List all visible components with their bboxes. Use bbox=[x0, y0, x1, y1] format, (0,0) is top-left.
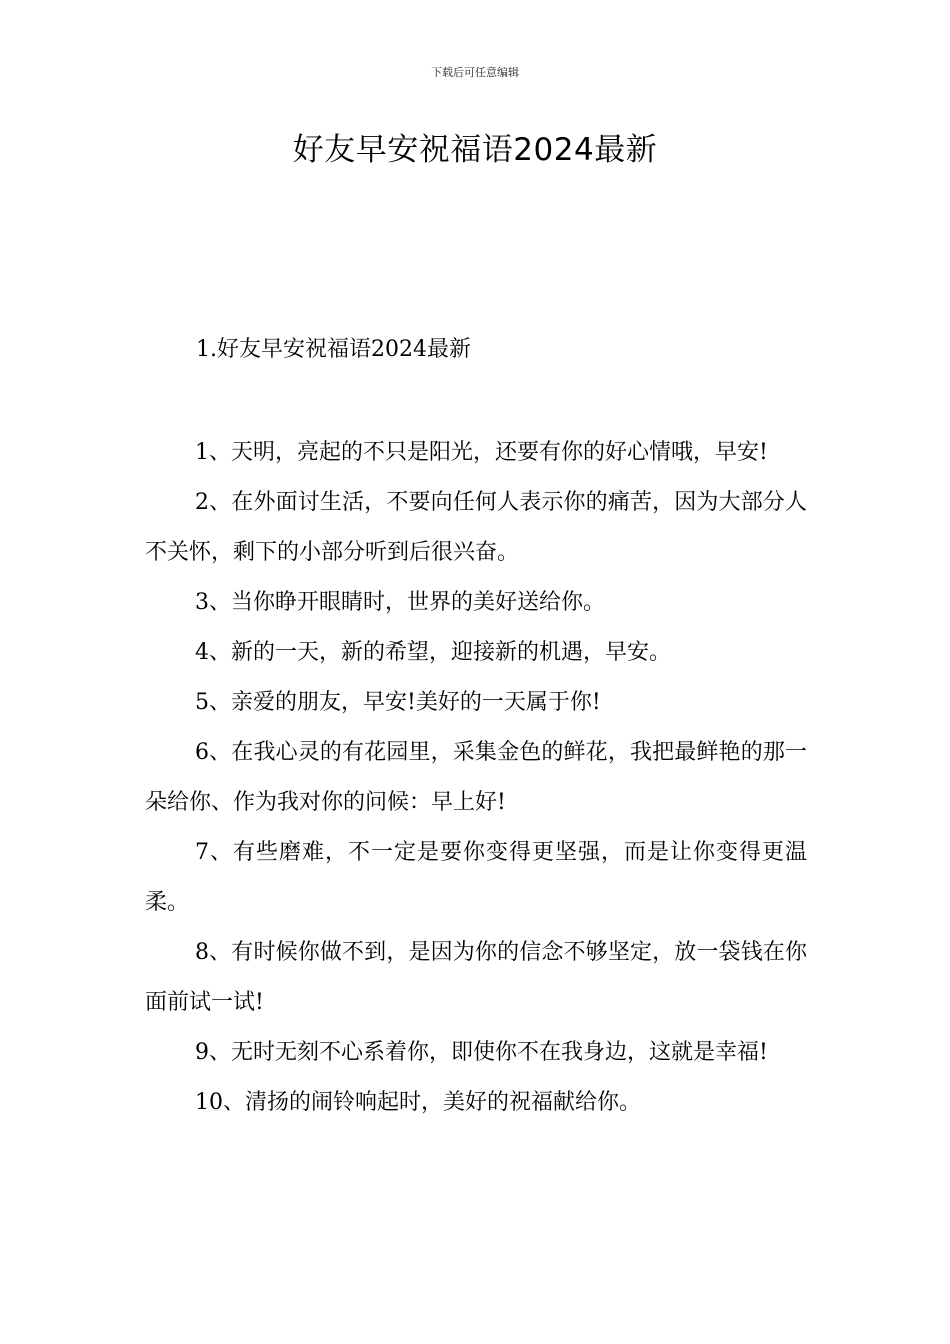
list-item: 4、新的一天，新的希望，迎接新的机遇，早安。 bbox=[195, 640, 671, 665]
header-note: 下载后可任意编辑 bbox=[431, 66, 519, 79]
list-item: 6、在我心灵的有花园里，采集金色的鲜花，我把最鲜艳的那一朵给你、作为我对你的问候：早上好! bbox=[145, 740, 807, 815]
section-heading: 1.好友早安祝福语2024最新 bbox=[196, 337, 471, 362]
list-item: 3、当你睁开眼睛时，世界的美好送给你。 bbox=[195, 590, 605, 615]
document-title: 好友早安祝福语2024最新 bbox=[292, 132, 658, 168]
list-item: 10、清扬的闹铃响起时，美好的祝福献给你。 bbox=[195, 1090, 641, 1115]
list-item: 9、无时无刻不心系着你，即使你不在我身边，这就是幸福! bbox=[195, 1040, 768, 1065]
greeting-list bbox=[145, 428, 807, 1128]
list-item: 5、亲爱的朋友，早安!美好的一天属于你! bbox=[195, 690, 601, 715]
list-item: 1、天明，亮起的不只是阳光，还要有你的好心情哦，早安! bbox=[195, 440, 768, 465]
list-item: 7、有些磨难，不一定是要你变得更坚强，而是让你变得更温柔。 bbox=[145, 840, 807, 915]
list-item: 2、在外面讨生活，不要向任何人表示你的痛苦，因为大部分人不关怀，剩下的小部分听到后很兴奋。 bbox=[145, 490, 807, 565]
list-item: 8、有时候你做不到，是因为你的信念不够坚定，放一袋钱在你面前试一试! bbox=[145, 940, 807, 1015]
